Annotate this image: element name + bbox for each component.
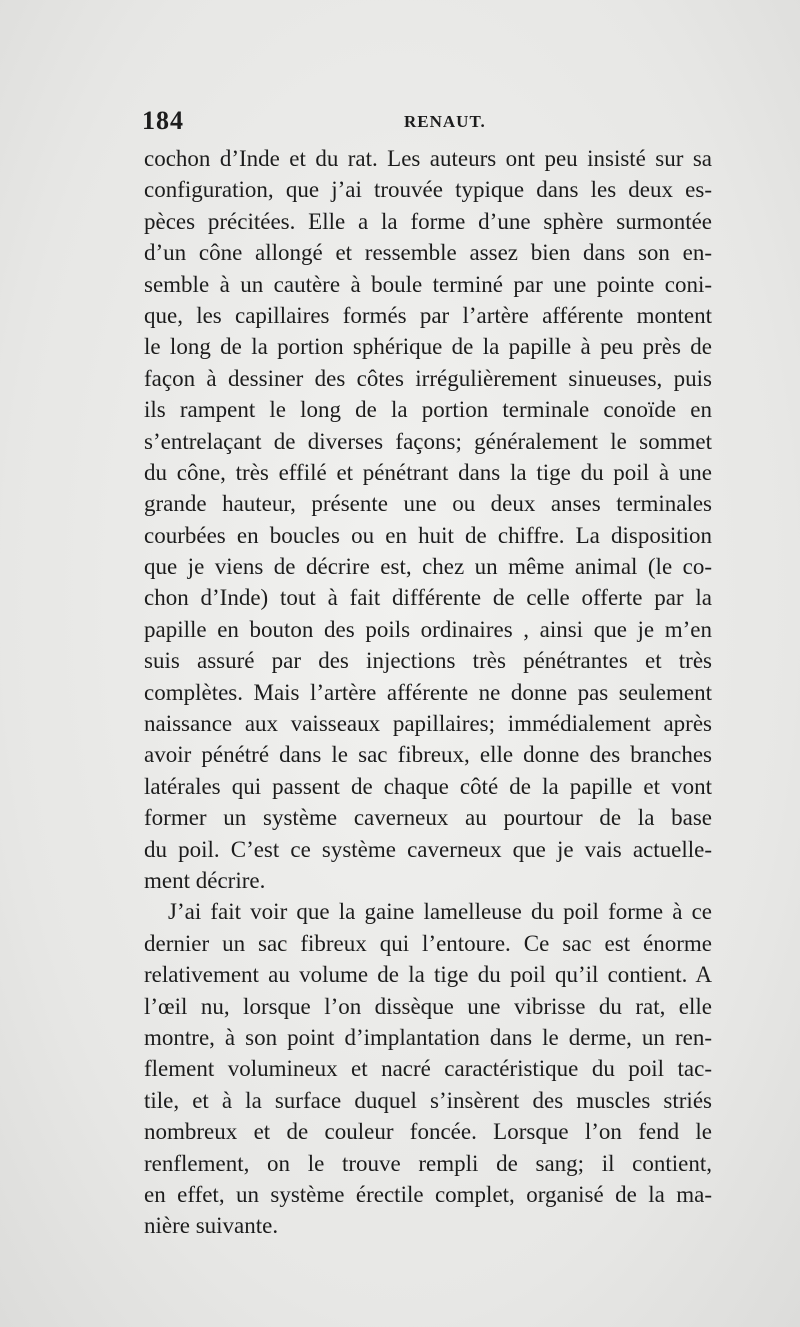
text-line: relativement au volume de la tige du poil qu’il contient. A (144, 962, 712, 988)
text-line: naissance aux vaisseaux papillaires; immédialement après (144, 711, 712, 737)
text-line: configuration, que j’ai trouvée typique dans les deux es- (144, 177, 712, 203)
text-line: latérales qui passent de chaque côté de la papille et vont (144, 773, 712, 799)
text-line: chon d’Inde) tout à fait différente de celle offerte par la (144, 585, 712, 611)
text-line: suis assuré par des injections très pénétrantes et très (144, 648, 712, 674)
text-line: avoir pénétré dans le sac fibreux, elle donne des branches (144, 742, 712, 768)
text-line: s’entrelaçant de diverses façons; généralement le sommet (144, 428, 712, 454)
text-line: du poil. C’est ce système caverneux que je vais actuelle- (144, 836, 712, 862)
text-line: grande hauteur, présente une ou deux anses terminales (144, 491, 712, 517)
page-number: 184 (142, 106, 184, 135)
text-line: façon à dessiner des côtes irrégulièrement sinueuses, puis (144, 365, 712, 391)
text-line: papille en bouton des poils ordinaires , ainsi que je m’en (144, 616, 712, 642)
body-text (144, 143, 712, 1242)
text-line: semble à un cautère à boule terminé par une pointe coni- (144, 271, 712, 297)
text-line: cochon d’Inde et du rat. Les auteurs ont peu insisté sur sa (144, 146, 712, 171)
text-line: former un système caverneux au pourtour de la base (144, 805, 712, 831)
paragraph (144, 896, 712, 1241)
text-line: du cône, très effilé et pénétrant dans la tige du poil à une (144, 459, 712, 485)
text-line: pèces précitées. Elle a la forme d’une sphère surmontée (144, 208, 712, 234)
text-line: J’ai fait voir que la gaine lamelleuse du poil forme à ce (168, 899, 712, 925)
page-header (142, 106, 712, 136)
text-line: ment décrire. (144, 867, 266, 893)
text-line: ils rampent le long de la portion terminale conoïde en (144, 397, 712, 423)
text-line: courbées en boucles ou en huit de chiffre. La disposition (144, 522, 712, 548)
text-line: dernier un sac fibreux qui l’entoure. Ce sac est énorme (144, 930, 712, 956)
text-line: nombreux et de couleur foncée. Lorsque l’on fend le (144, 1119, 712, 1145)
text-line: flement volumineux et nacré caractéristique du poil tac- (144, 1056, 712, 1082)
paragraph (144, 143, 712, 896)
text-line: d’un cône allongé et ressemble assez bien dans son en- (144, 240, 712, 266)
text-line: complètes. Mais l’artère afférente ne donne pas seulement (144, 679, 712, 705)
text-line: l’œil nu, lorsque l’on dissèque une vibrisse du rat, elle (144, 993, 712, 1019)
text-line: en effet, un système érectile complet, organisé de la ma- (144, 1181, 712, 1207)
text-line: montre, à son point d’implantation dans le derme, un ren- (144, 1024, 712, 1050)
text-line: tile, et à la surface duquel s’insèrent des muscles striés (144, 1087, 712, 1113)
text-line: que je viens de décrire est, chez un même animal (le co- (144, 554, 712, 580)
text-line: renflement, on le trouve rempli de sang; il contient, (144, 1150, 712, 1176)
text-line: le long de la portion sphérique de la papille à peu près de (144, 334, 712, 360)
text-line: que, les capillaires formés par l’artère afférente montent (144, 302, 712, 328)
text-line: nière suivante. (144, 1213, 279, 1239)
running-head: RENAUT. (404, 112, 486, 131)
